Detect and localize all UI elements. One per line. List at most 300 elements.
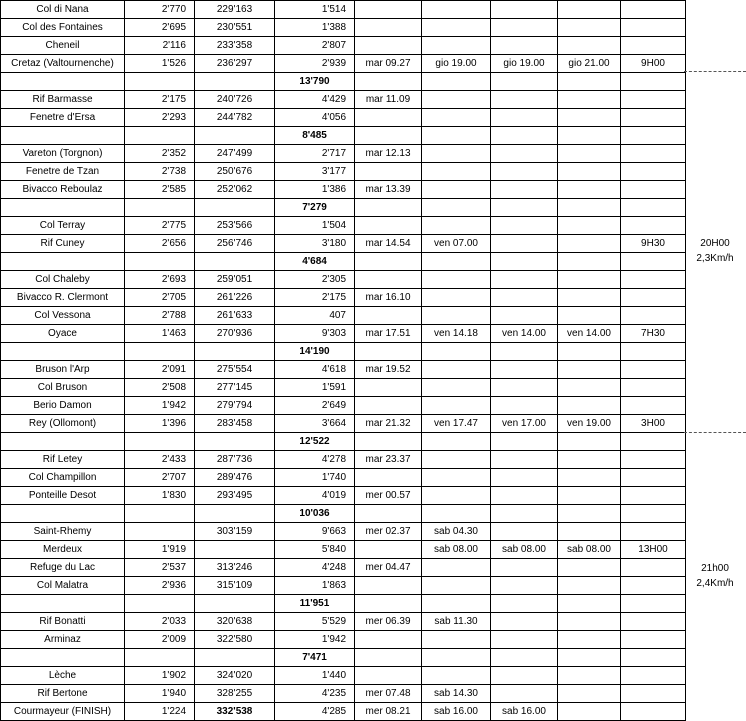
distance-cell: 324'020: [195, 667, 275, 685]
segment-cell: 3'664: [275, 415, 355, 433]
time-cell: [491, 91, 558, 109]
time-cell: [558, 307, 621, 325]
checkpoint-row: [1, 613, 686, 631]
empty-cell: [621, 433, 686, 451]
subtotal-value: 4'684: [275, 253, 355, 271]
empty-cell: [125, 595, 195, 613]
segment-cell: 5'840: [275, 541, 355, 559]
subtotal-row: [1, 595, 686, 613]
empty-cell: [422, 595, 491, 613]
time-cell: [558, 631, 621, 649]
checkpoint-name: Berio Damon: [1, 397, 125, 415]
time-cell: [491, 37, 558, 55]
altitude-cell: 2'693: [125, 271, 195, 289]
empty-cell: [195, 253, 275, 271]
time-cell: [491, 217, 558, 235]
segment-cell: 2'175: [275, 289, 355, 307]
time-cell: [558, 685, 621, 703]
segment-cell: 4'285: [275, 703, 355, 721]
altitude-cell: 1'830: [125, 487, 195, 505]
time-cell: [491, 631, 558, 649]
checkpoint-name: Cheneil: [1, 37, 125, 55]
time-cell: ven 14.00: [491, 325, 558, 343]
checkpoint-row: [1, 685, 686, 703]
altitude-cell: 1'942: [125, 397, 195, 415]
side-note: [684, 236, 746, 266]
duration-cell: [621, 19, 686, 37]
segment-cell: 4'235: [275, 685, 355, 703]
altitude-cell: 2'705: [125, 289, 195, 307]
distance-cell: 256'746: [195, 235, 275, 253]
distance-cell: 279'794: [195, 397, 275, 415]
empty-cell: [355, 127, 422, 145]
time-cell: [558, 37, 621, 55]
distance-cell: 293'495: [195, 487, 275, 505]
empty-cell: [1, 73, 125, 91]
time-cell: [491, 451, 558, 469]
empty-cell: [195, 199, 275, 217]
distance-cell: 283'458: [195, 415, 275, 433]
time-cell: [355, 271, 422, 289]
altitude-cell: 2'293: [125, 109, 195, 127]
empty-cell: [558, 253, 621, 271]
segment-cell: 2'717: [275, 145, 355, 163]
time-cell: [422, 181, 491, 199]
time-cell: [422, 397, 491, 415]
altitude-cell: 1'463: [125, 325, 195, 343]
empty-cell: [125, 649, 195, 667]
empty-cell: [355, 73, 422, 91]
time-cell: [422, 379, 491, 397]
distance-cell: 289'476: [195, 469, 275, 487]
checkpoint-name: Col Chaleby: [1, 271, 125, 289]
empty-cell: [422, 649, 491, 667]
subtotal-row: [1, 505, 686, 523]
duration-cell: [621, 613, 686, 631]
time-cell: [422, 37, 491, 55]
time-cell: [491, 307, 558, 325]
checkpoint-name: Ponteille Desot: [1, 487, 125, 505]
segment-cell: 3'177: [275, 163, 355, 181]
empty-cell: [1, 253, 125, 271]
time-cell: [422, 145, 491, 163]
time-cell: [422, 271, 491, 289]
empty-cell: [195, 343, 275, 361]
empty-cell: [422, 253, 491, 271]
time-cell: [422, 487, 491, 505]
checkpoint-row: [1, 91, 686, 109]
duration-cell: [621, 577, 686, 595]
time-cell: mar 19.52: [355, 361, 422, 379]
altitude-cell: 1'526: [125, 55, 195, 73]
time-cell: [422, 19, 491, 37]
time-cell: mar 17.51: [355, 325, 422, 343]
altitude-cell: 2'585: [125, 181, 195, 199]
time-cell: sab 08.00: [422, 541, 491, 559]
time-cell: ven 17.00: [491, 415, 558, 433]
checkpoint-row: [1, 397, 686, 415]
time-cell: mer 00.57: [355, 487, 422, 505]
segment-cell: 1'740: [275, 469, 355, 487]
side-note-speed: 2,3Km/h: [696, 253, 734, 264]
time-cell: [558, 109, 621, 127]
segment-cell: 4'248: [275, 559, 355, 577]
empty-cell: [558, 343, 621, 361]
time-cell: [491, 145, 558, 163]
time-cell: [558, 235, 621, 253]
checkpoint-row: [1, 361, 686, 379]
section-divider: [684, 432, 746, 433]
time-cell: [422, 469, 491, 487]
duration-cell: [621, 667, 686, 685]
checkpoint-name: Lèche: [1, 667, 125, 685]
checkpoint-name: Refuge du Lac: [1, 559, 125, 577]
distance-cell: 275'554: [195, 361, 275, 379]
time-cell: mar 11.09: [355, 91, 422, 109]
checkpoint-row: [1, 271, 686, 289]
time-cell: sab 08.00: [558, 541, 621, 559]
distance-cell: 253'566: [195, 217, 275, 235]
checkpoint-name: Col des Fontaines: [1, 19, 125, 37]
subtotal-row: [1, 343, 686, 361]
time-cell: [558, 667, 621, 685]
empty-cell: [125, 127, 195, 145]
duration-cell: [621, 685, 686, 703]
empty-cell: [125, 253, 195, 271]
duration-cell: [621, 559, 686, 577]
distance-cell: 313'246: [195, 559, 275, 577]
checkpoint-name: Bruson l'Arp: [1, 361, 125, 379]
segment-cell: 2'305: [275, 271, 355, 289]
checkpoint-row: [1, 577, 686, 595]
checkpoint-name: Col Malatra: [1, 577, 125, 595]
checkpoint-row: [1, 289, 686, 307]
checkpoint-row: [1, 307, 686, 325]
altitude-cell: 1'396: [125, 415, 195, 433]
empty-cell: [558, 433, 621, 451]
subtotal-value: 14'190: [275, 343, 355, 361]
checkpoint-row: [1, 631, 686, 649]
distance-cell: 240'726: [195, 91, 275, 109]
time-cell: [558, 577, 621, 595]
time-cell: [491, 235, 558, 253]
segment-cell: 9'663: [275, 523, 355, 541]
time-cell: ven 07.00: [422, 235, 491, 253]
checkpoint-row: [1, 1, 686, 19]
altitude-cell: 2'009: [125, 631, 195, 649]
empty-cell: [621, 127, 686, 145]
distance-cell: 247'499: [195, 145, 275, 163]
time-cell: [558, 487, 621, 505]
segment-cell: 9'303: [275, 325, 355, 343]
empty-cell: [125, 199, 195, 217]
empty-cell: [195, 127, 275, 145]
time-cell: [491, 613, 558, 631]
time-cell: [491, 667, 558, 685]
distance-cell: 230'551: [195, 19, 275, 37]
checkpoint-name: Rif Cuney: [1, 235, 125, 253]
time-cell: sab 04.30: [422, 523, 491, 541]
empty-cell: [491, 505, 558, 523]
segment-cell: 2'807: [275, 37, 355, 55]
time-cell: gio 21.00: [558, 55, 621, 73]
checkpoint-name: Col Champillon: [1, 469, 125, 487]
time-cell: [491, 577, 558, 595]
segment-cell: 4'056: [275, 109, 355, 127]
duration-cell: 9H30: [621, 235, 686, 253]
time-cell: mar 14.54: [355, 235, 422, 253]
time-cell: mer 06.39: [355, 613, 422, 631]
time-cell: gio 19.00: [422, 55, 491, 73]
checkpoint-row: [1, 109, 686, 127]
altitude-cell: 1'940: [125, 685, 195, 703]
time-cell: mer 02.37: [355, 523, 422, 541]
time-cell: sab 16.00: [491, 703, 558, 721]
time-cell: mar 16.10: [355, 289, 422, 307]
altitude-cell: 2'091: [125, 361, 195, 379]
time-cell: [558, 271, 621, 289]
empty-cell: [125, 343, 195, 361]
duration-cell: [621, 37, 686, 55]
distance-cell: 303'159: [195, 523, 275, 541]
segment-cell: 1'591: [275, 379, 355, 397]
empty-cell: [621, 73, 686, 91]
duration-cell: [621, 379, 686, 397]
time-cell: [355, 307, 422, 325]
side-note-time: 20H00: [700, 238, 730, 249]
time-cell: sab 11.30: [422, 613, 491, 631]
empty-cell: [558, 73, 621, 91]
time-cell: [422, 217, 491, 235]
duration-cell: [621, 361, 686, 379]
time-cell: ven 19.00: [558, 415, 621, 433]
altitude-cell: 2'695: [125, 19, 195, 37]
checkpoint-row: [1, 451, 686, 469]
time-cell: [491, 379, 558, 397]
checkpoint-row: [1, 37, 686, 55]
altitude-cell: 2'116: [125, 37, 195, 55]
empty-cell: [422, 343, 491, 361]
time-cell: gio 19.00: [491, 55, 558, 73]
checkpoint-row: [1, 145, 686, 163]
time-cell: [558, 379, 621, 397]
section-divider: [684, 71, 746, 72]
empty-cell: [355, 433, 422, 451]
duration-cell: 13H00: [621, 541, 686, 559]
time-cell: [491, 289, 558, 307]
segment-cell: 4'278: [275, 451, 355, 469]
checkpoint-row: [1, 325, 686, 343]
duration-cell: [621, 145, 686, 163]
time-cell: [558, 91, 621, 109]
altitude-cell: 2'508: [125, 379, 195, 397]
checkpoint-name: Fenetre d'Ersa: [1, 109, 125, 127]
empty-cell: [1, 595, 125, 613]
distance-cell: 320'638: [195, 613, 275, 631]
time-cell: [491, 109, 558, 127]
empty-cell: [195, 649, 275, 667]
time-cell: ven 17.47: [422, 415, 491, 433]
checkpoint-name: Rif Bertone: [1, 685, 125, 703]
distance-cell: [195, 541, 275, 559]
subtotal-row: [1, 199, 686, 217]
segment-cell: 4'618: [275, 361, 355, 379]
checkpoint-row: [1, 667, 686, 685]
checkpoint-row: [1, 235, 686, 253]
checkpoint-row: [1, 217, 686, 235]
distance-cell: 277'145: [195, 379, 275, 397]
distance-cell: 332'538: [195, 703, 275, 721]
time-cell: mer 07.48: [355, 685, 422, 703]
distance-cell: 244'782: [195, 109, 275, 127]
time-cell: sab 08.00: [491, 541, 558, 559]
altitude-cell: 2'770: [125, 1, 195, 19]
altitude-cell: 2'707: [125, 469, 195, 487]
empty-cell: [195, 433, 275, 451]
checkpoint-name: Rif Bonatti: [1, 613, 125, 631]
empty-cell: [1, 649, 125, 667]
time-cell: ven 14.18: [422, 325, 491, 343]
empty-cell: [491, 199, 558, 217]
empty-cell: [422, 73, 491, 91]
time-cell: [422, 667, 491, 685]
distance-cell: 233'358: [195, 37, 275, 55]
time-cell: mer 04.47: [355, 559, 422, 577]
time-cell: [422, 91, 491, 109]
subtotal-value: 13'790: [275, 73, 355, 91]
empty-cell: [558, 199, 621, 217]
checkpoint-row: [1, 559, 686, 577]
empty-cell: [195, 73, 275, 91]
empty-cell: [125, 505, 195, 523]
empty-cell: [422, 127, 491, 145]
time-cell: [491, 469, 558, 487]
segment-cell: 4'429: [275, 91, 355, 109]
checkpoint-name: Arminaz: [1, 631, 125, 649]
time-cell: [422, 1, 491, 19]
checkpoint-name: Col di Nana: [1, 1, 125, 19]
time-cell: [491, 559, 558, 577]
empty-cell: [558, 649, 621, 667]
empty-cell: [1, 127, 125, 145]
duration-cell: 3H00: [621, 415, 686, 433]
altitude-cell: 2'433: [125, 451, 195, 469]
time-cell: [558, 289, 621, 307]
time-cell: [422, 577, 491, 595]
subtotal-row: [1, 253, 686, 271]
empty-cell: [491, 595, 558, 613]
time-cell: [558, 559, 621, 577]
time-cell: [491, 163, 558, 181]
duration-cell: [621, 289, 686, 307]
empty-cell: [355, 505, 422, 523]
duration-cell: [621, 307, 686, 325]
time-cell: [491, 271, 558, 289]
checkpoint-name: Bivacco Reboulaz: [1, 181, 125, 199]
checkpoint-row: [1, 181, 686, 199]
segment-cell: 1'504: [275, 217, 355, 235]
time-cell: [558, 217, 621, 235]
distance-cell: 322'580: [195, 631, 275, 649]
empty-cell: [355, 649, 422, 667]
time-cell: [355, 37, 422, 55]
time-cell: [558, 397, 621, 415]
time-cell: [558, 19, 621, 37]
distance-cell: 261'633: [195, 307, 275, 325]
subtotal-value: 7'279: [275, 199, 355, 217]
checkpoint-row: [1, 487, 686, 505]
distance-cell: 328'255: [195, 685, 275, 703]
empty-cell: [558, 505, 621, 523]
duration-cell: [621, 451, 686, 469]
checkpoint-name: Rif Letey: [1, 451, 125, 469]
time-cell: [558, 523, 621, 541]
time-cell: mer 08.21: [355, 703, 422, 721]
time-cell: [558, 181, 621, 199]
empty-cell: [621, 595, 686, 613]
empty-cell: [621, 253, 686, 271]
empty-cell: [355, 595, 422, 613]
time-cell: [422, 163, 491, 181]
checkpoint-row: [1, 469, 686, 487]
duration-cell: [621, 397, 686, 415]
segment-cell: 1'863: [275, 577, 355, 595]
duration-cell: [621, 217, 686, 235]
empty-cell: [1, 343, 125, 361]
segment-cell: 3'180: [275, 235, 355, 253]
empty-cell: [422, 433, 491, 451]
time-cell: [355, 379, 422, 397]
time-cell: [355, 163, 422, 181]
altitude-cell: 2'033: [125, 613, 195, 631]
empty-cell: [422, 199, 491, 217]
duration-cell: [621, 163, 686, 181]
empty-cell: [1, 433, 125, 451]
time-cell: [491, 19, 558, 37]
subtotal-value: 8'485: [275, 127, 355, 145]
distance-cell: 259'051: [195, 271, 275, 289]
segment-cell: 2'939: [275, 55, 355, 73]
time-cell: [491, 181, 558, 199]
duration-cell: [621, 487, 686, 505]
time-cell: [355, 469, 422, 487]
altitude-cell: 2'775: [125, 217, 195, 235]
segment-cell: 1'440: [275, 667, 355, 685]
time-cell: [491, 523, 558, 541]
checkpoint-name: Col Vessona: [1, 307, 125, 325]
empty-cell: [195, 595, 275, 613]
time-cell: [355, 667, 422, 685]
time-cell: [558, 703, 621, 721]
time-cell: [491, 397, 558, 415]
duration-cell: [621, 703, 686, 721]
time-cell: [558, 145, 621, 163]
subtotal-value: 7'471: [275, 649, 355, 667]
time-cell: [422, 631, 491, 649]
altitude-cell: 1'902: [125, 667, 195, 685]
checkpoint-name: Col Terray: [1, 217, 125, 235]
checkpoint-name: Rif Barmasse: [1, 91, 125, 109]
time-cell: [422, 451, 491, 469]
subtotal-row: [1, 73, 686, 91]
time-cell: [558, 451, 621, 469]
time-cell: mar 21.32: [355, 415, 422, 433]
time-cell: mar 12.13: [355, 145, 422, 163]
duration-cell: [621, 271, 686, 289]
empty-cell: [355, 199, 422, 217]
checkpoint-name: Rey (Ollomont): [1, 415, 125, 433]
distance-cell: 229'163: [195, 1, 275, 19]
